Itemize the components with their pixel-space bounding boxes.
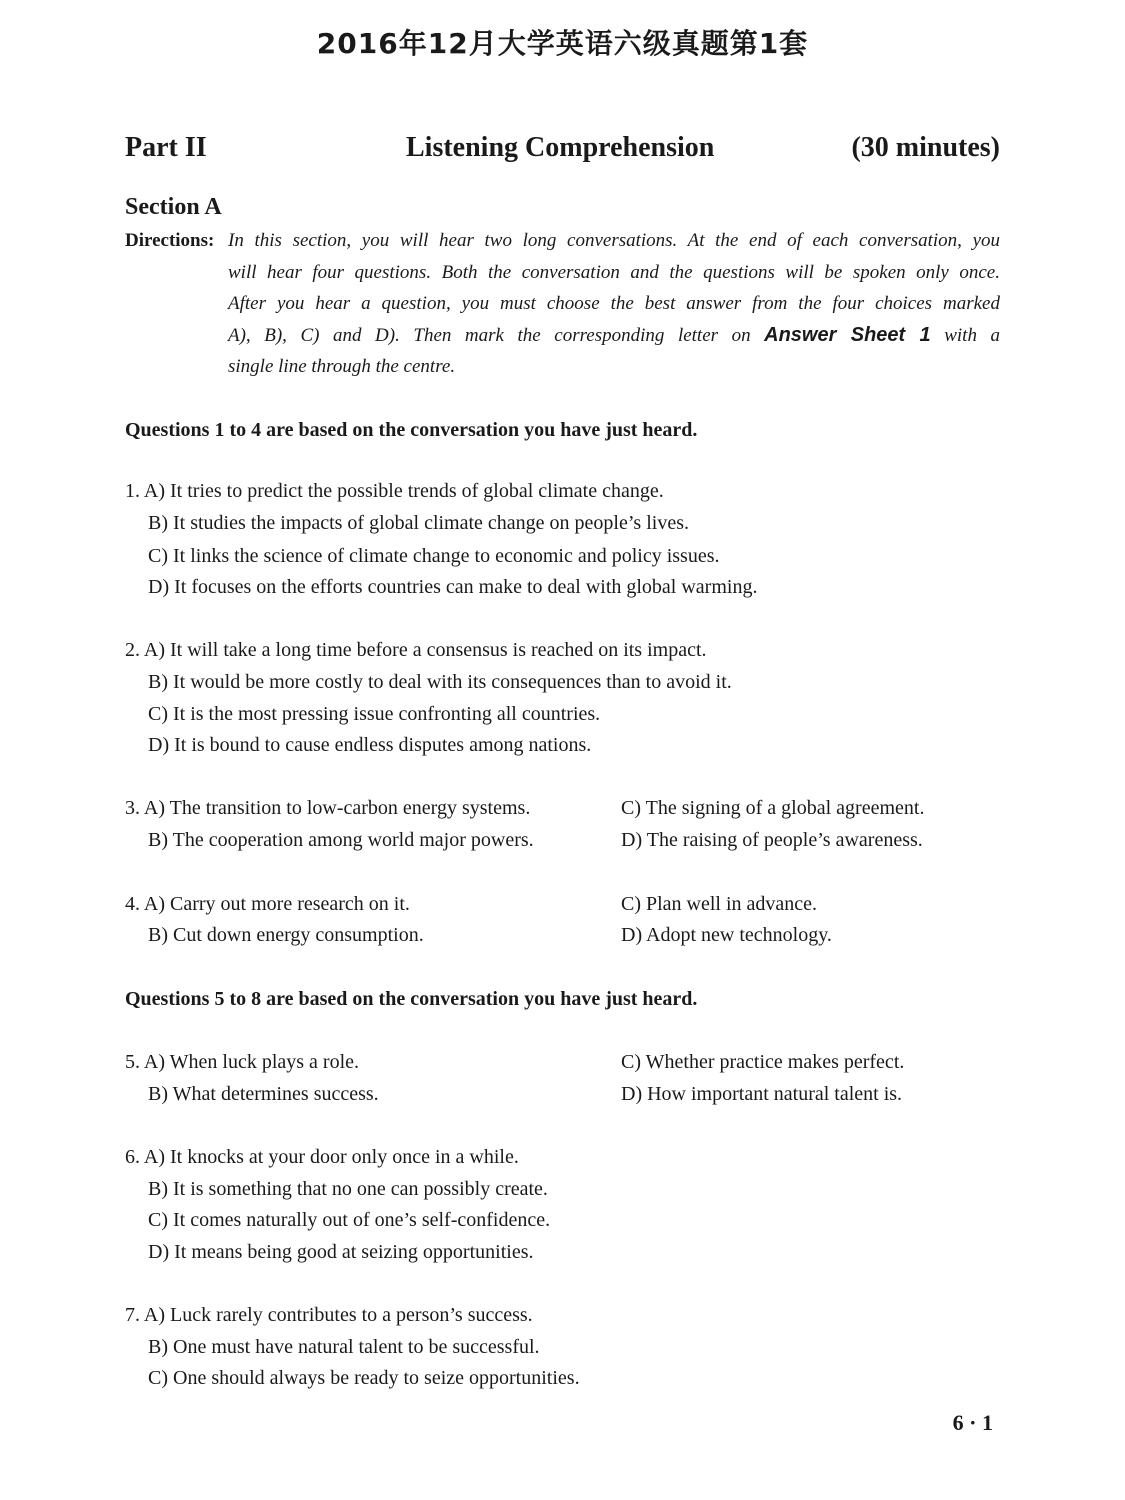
page-title: 2016年12月大学英语六级真题第1套 xyxy=(316,27,809,60)
question-number: 1. xyxy=(125,480,140,502)
question-group-heading: Questions 1 to 4 are based on the conversation you have just heard. xyxy=(125,419,698,441)
option-a: A) Luck rarely contributes to a person’s success. xyxy=(143,1304,533,1326)
option-b: B) What determines success. xyxy=(148,1083,379,1105)
option-c: C) One should always be ready to seize opportunities. xyxy=(148,1367,580,1389)
option-b: B) The cooperation among world major powers. xyxy=(148,829,534,851)
option-b: B) Cut down energy consumption. xyxy=(148,924,424,946)
directions-line-text: A), B), C) and D). Then mark the corresponding letter on xyxy=(228,325,751,346)
directions-label: Directions: xyxy=(125,230,215,251)
option-b: B) It is something that no one can possibly create. xyxy=(148,1178,548,1200)
option-d: D) It is bound to cause endless disputes among nations. xyxy=(148,734,592,756)
question-item xyxy=(125,639,707,662)
question-item xyxy=(125,1051,359,1074)
question-number: 4. xyxy=(125,893,140,915)
question-group-heading: Questions 5 to 8 are based on the conversation you have just heard. xyxy=(125,988,698,1010)
option-d: D) It focuses on the efforts countries can make to deal with global warming. xyxy=(148,576,758,598)
option-a: A) It will take a long time before a consensus is reached on its impact. xyxy=(143,639,707,661)
option-d: D) The raising of people’s awareness. xyxy=(621,829,923,851)
question-number: 5. xyxy=(125,1051,140,1073)
option-c: C) The signing of a global agreement. xyxy=(621,797,925,819)
option-d: D) It means being good at seizing opportunities. xyxy=(148,1241,534,1263)
question-number: 3. xyxy=(125,797,140,819)
option-b: B) It would be more costly to deal with its consequences than to avoid it. xyxy=(148,671,732,693)
question-number: 7. xyxy=(125,1304,140,1326)
section-title: Section A xyxy=(125,194,222,220)
question-item xyxy=(125,893,410,916)
directions-line: single line through the centre. xyxy=(228,356,456,377)
directions-line: will hear four questions. Both the conversation and the questions will be spoken only once. xyxy=(228,262,1000,283)
part-duration: (30 minutes) xyxy=(851,132,1000,163)
directions-line: In this section, you will hear two long conversations. At the end of each conversation, you xyxy=(228,230,1000,251)
option-a: A) Carry out more research on it. xyxy=(143,893,410,915)
question-item xyxy=(125,1304,533,1327)
question-number: 6. xyxy=(125,1146,140,1168)
option-c: C) It comes naturally out of one’s self-confidence. xyxy=(148,1209,551,1231)
option-c: C) It links the science of climate change to economic and policy issues. xyxy=(148,545,720,567)
directions-line-tail: with a xyxy=(944,325,1001,346)
option-a: A) It tries to predict the possible trends of global climate change. xyxy=(143,480,664,502)
question-item xyxy=(125,797,530,820)
option-a: A) It knocks at your door only once in a while. xyxy=(143,1146,519,1168)
part-label: Part II xyxy=(125,132,207,163)
part-heading: Listening Comprehension xyxy=(406,132,715,163)
option-c: C) Plan well in advance. xyxy=(621,893,818,915)
page-number: 6 · 1 xyxy=(952,1410,993,1435)
answer-sheet-label: Answer Sheet 1 xyxy=(764,324,931,346)
question-number: 2. xyxy=(125,639,140,661)
directions-line: After you hear a question, you must choose the best answer from the four choices marked xyxy=(228,293,1000,314)
option-d: D) Adopt new technology. xyxy=(621,924,832,946)
question-item xyxy=(125,480,664,503)
option-c: C) It is the most pressing issue confronting all countries. xyxy=(148,703,601,725)
question-item xyxy=(125,1146,519,1169)
option-b: B) It studies the impacts of global climate change on people’s lives. xyxy=(148,512,689,534)
directions-line xyxy=(228,324,1000,347)
option-a: A) When luck plays a role. xyxy=(143,1051,360,1073)
option-b: B) One must have natural talent to be successful. xyxy=(148,1336,540,1358)
option-a: A) The transition to low-carbon energy systems. xyxy=(143,797,531,819)
option-c: C) Whether practice makes perfect. xyxy=(621,1051,905,1073)
option-d: D) How important natural talent is. xyxy=(621,1083,903,1105)
